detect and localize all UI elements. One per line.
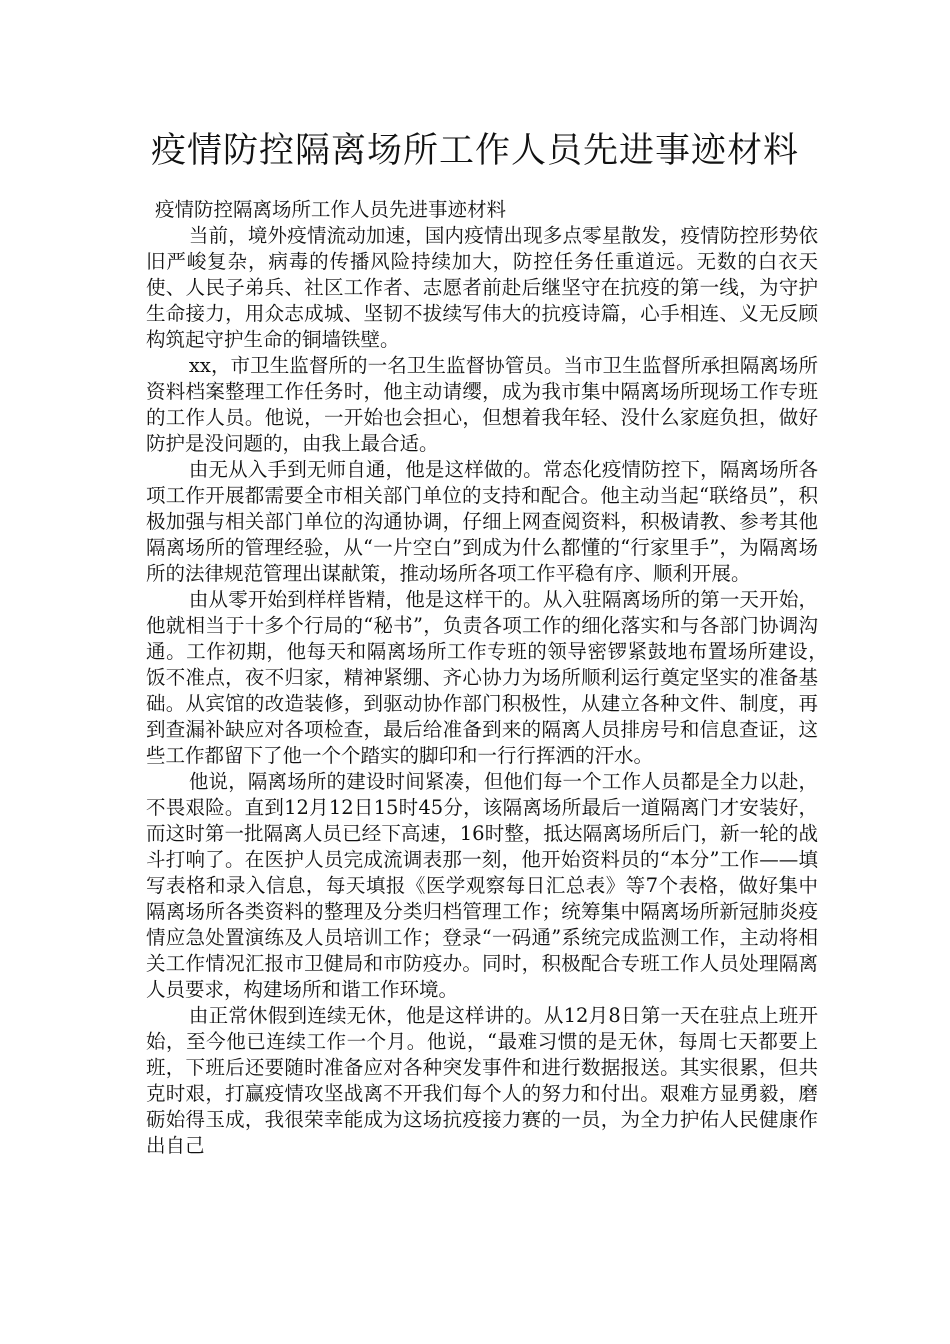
paragraph-from-zero: 由从零开始到样样皆精，他是这样干的。从入驻隔离场所的第一天开始，他就相当于十多个行局的“秘书”，负责各项工作的细化落实和与各部门协调沟通。工作初期，他每天和隔离场所工作专班的领导密锣紧鼓地布置场所建设， 饭不准点，夜不归家，精神紧绷、齐心协力为场所顺利运行奠定坚实的准备基础。从宾馆的改造装修，到驱动协作部门积极性，从建立各种文件、制度，再到查漏补缺应对各项检查，最后给准备到来的隔离人员排房号和信息查证，这些工作都留下了他一个个踏实的脚印和一行行挥洒的汗水。 [146, 588, 838, 767]
paragraph-profile: xx，市卫生监督所的一名卫生监督协管员。当市卫生监督所承担隔离场所资料档案整理工作任务时，他主动请缨，成为我市集中隔离场所现场工作专班的工作人员。他说，一开始也会担心，但想着我年轻、没什么家庭负担，做好防护是没问题的，由我上最合适。 [146, 354, 818, 455]
document-body [146, 197, 838, 1159]
paragraph-self-taught: 由无从入手到无师自通，他是这样做的。常态化疫情防控下，隔离场所各项工作开展都需要全市相关部门单位的支持和配合。他主动当起“联络员”，积极加强与相关部门单位的沟通协调，仔细上网查阅资料，积极请教、参考其他隔离场所的管理经验，从“一片空白”到成为什么都懂的“行家里手”，为隔离场所的法律规范管理出谋献策，推动场所各项工作平稳有序、顺利开展。 [146, 458, 818, 585]
paragraph-intro: 当前，境外疫情流动加速，国内疫情出现多点零星散发，疫情防控形势依旧严峻复杂，病毒的传播风险持续加大，防控任务任重道远。无数的白衣天使、人民子弟兵、社区工作者、志愿者前赴后继坚守在抗疫的第一线，为守护生命接力，用众志成城、坚韧不拔续写伟大的抗疫诗篇，心手相连、义无反顾构筑起守护生命的铜墙铁壁。 [146, 224, 818, 351]
document-subtitle: 疫情防控隔离场所工作人员先进事迹材料 [155, 198, 507, 221]
paragraph-construction: 他说，隔离场所的建设时间紧凑，但他们每一个工作人员都是全力以赴，不畏艰险。直到12月12日15时45分，该隔离场所最后一道隔离门才安装好，而这时第一批隔离人员已经下高速，16时整，抵达隔离场所后门，新一轮的战斗打响了。在医护人员完成流调表那一刻，他开始资料员的“本分”工作——填写表格和录入信息，每天填报《医学观察每日汇总表》等7个表格，做好集中隔离场所各类资料的整理及分类归档管理工作；统筹集中隔离场所新冠肺炎疫情应急处置演练及人员培训工作；登录“一码通”系统完成监测工作，主动将相关工作情况汇报市卫健局和市防疫办。同时，积极配合专班工作人员处理隔离人员要求，构建场所和谐工作环境。 [146, 770, 818, 1001]
paragraph-no-rest: 由正常休假到连续无休，他是这样讲的。从12月8日第一天在驻点上班开始，至今他已连续工作一个月。他说，“最难习惯的是无休，每周七天都要上班，下班后还要随时准备应对各种突发事件和进行数据报送。其实很累，但共克时艰，打赢疫情攻坚战离不开我们每个人的努力和付出。艰难方显勇毅，磨砺始得玉成，我很荣幸能成为这场抗疫接力赛的一员，为全力护佑人民健康作出自己 [146, 1004, 818, 1157]
document-title: 疫情防控隔离场所工作人员先进事迹材料 [150, 131, 799, 171]
